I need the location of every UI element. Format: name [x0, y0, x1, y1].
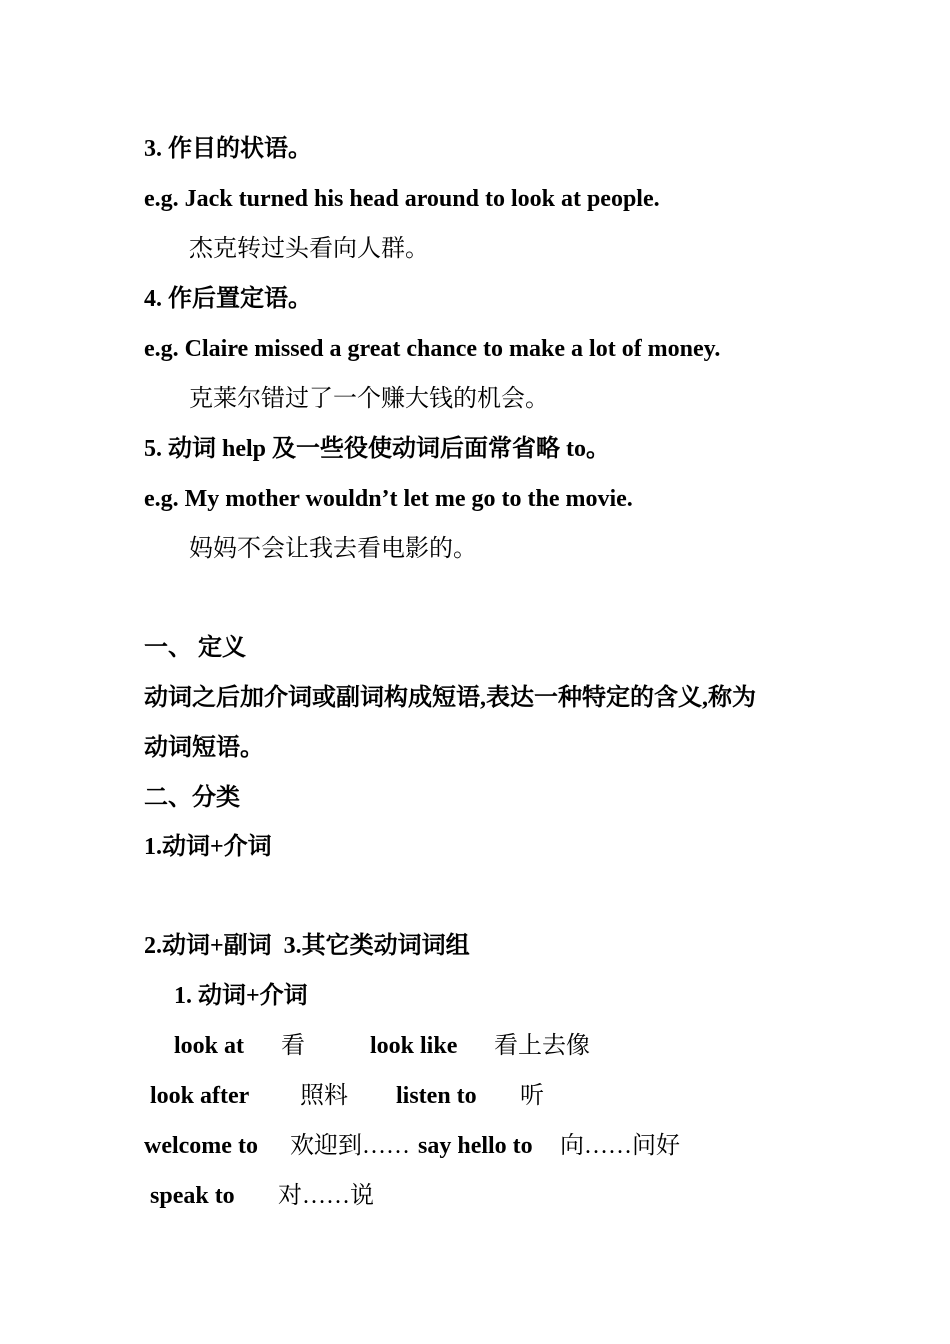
phrase-welcome-to-meaning: 欢迎到……: [290, 1133, 410, 1159]
phrase-say-hello-to-meaning: 向……问好: [560, 1133, 680, 1159]
phrase-welcome-to: welcome to: [144, 1133, 258, 1159]
example-2-translation: 克莱尔错过了一个赚大钱的机会。: [189, 386, 549, 412]
item-3-heading: 3. 作目的状语。: [144, 136, 312, 162]
phrase-say-hello-to: say hello to: [418, 1133, 533, 1159]
item-5-heading: 5. 动词 help 及一些役使动词后面常省略 to。: [144, 436, 611, 462]
phrase-look-after: look after: [150, 1083, 250, 1109]
section-classification-heading: 二、分类: [144, 785, 240, 811]
section-definition-heading: 一、 定义: [144, 635, 246, 661]
phrase-listen-to-meaning: 听: [520, 1083, 544, 1109]
item-4-heading: 4. 作后置定语。: [144, 286, 312, 312]
phrase-look-like-meaning: 看上去像: [494, 1033, 590, 1059]
phrase-look-at: look at: [174, 1033, 245, 1059]
phrase-speak-to-meaning: 对……说: [278, 1183, 374, 1209]
example-1-translation: 杰克转过头看向人群。: [189, 236, 429, 262]
example-1: e.g. Jack turned his head around to look at people.: [144, 186, 660, 212]
phrase-look-like: look like: [370, 1033, 458, 1059]
phrase-look-after-meaning: 照料: [300, 1083, 348, 1109]
subheading-verb-prep: 1. 动词+介词: [174, 983, 308, 1009]
category-2-3: 2.动词+副词 3.其它类动词词组: [144, 933, 470, 959]
phrase-listen-to: listen to: [396, 1083, 477, 1109]
phrase-speak-to: speak to: [150, 1183, 235, 1209]
category-1: 1.动词+介词: [144, 834, 272, 860]
definition-text-line-1: 动词之后加介词或副词构成短语,表达一种特定的含义,称为: [144, 685, 756, 711]
phrase-look-at-meaning: 看: [281, 1033, 305, 1059]
example-2: e.g. Claire missed a great chance to make a lot of money.: [144, 336, 721, 362]
definition-text-line-2: 动词短语。: [144, 735, 264, 761]
example-3-translation: 妈妈不会让我去看电影的。: [189, 536, 477, 562]
example-3: e.g. My mother wouldn’t let me go to the movie.: [144, 486, 633, 512]
